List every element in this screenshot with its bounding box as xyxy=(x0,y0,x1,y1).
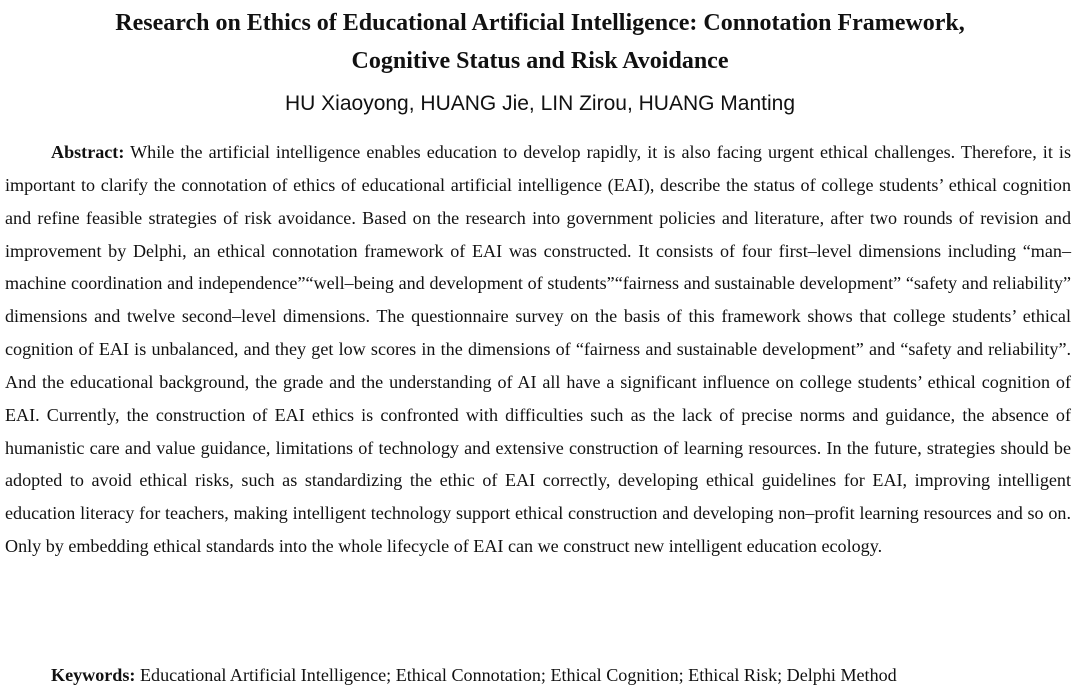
paper-title xyxy=(0,4,1080,80)
keywords-label: Keywords: xyxy=(51,665,136,685)
paper-title-line-2: Cognitive Status and Risk Avoidance xyxy=(351,48,729,74)
paper-title-line-1: Research on Ethics of Educational Artificial Intelligence: Connotation Framework, xyxy=(115,10,965,36)
keywords-text: Educational Artificial Intelligence; Ethical Connotation; Ethical Cognition; Ethical Risk; Delphi Method xyxy=(139,665,897,685)
keywords-line xyxy=(51,659,1076,691)
abstract-paragraph xyxy=(5,136,1071,563)
paper-authors: HU Xiaoyong, HUANG Jie, LIN Zirou, HUANG Manting xyxy=(285,92,795,115)
abstract-text: While the artificial intelligence enables education to develop rapidly, it is also facing urgent ethical challenges. Therefore, it is important to clarify the connotation of ethics of educational artificial intelligence (EAI), describe the status of college students’ ethical cognition and refine feasible strategies of risk avoidance. Based on the research into government policies and literature, after two rounds of revision and improvement by Delphi, an ethical connotation framework of EAI was constructed. It consists of four first–level dimensions including “man–machine coordination and independence”“well–being and development of students”“fairness and sustainable development” “safety and reliability” dimensions and twelve second–level dimensions. The questionnaire survey on the basis of this framework shows that college students’ ethical cognition of EAI is unbalanced, and they get low scores in the dimensions of “fairness and sustainable development” and “safety and reliability”. And the educational background, the grade and the understanding of AI all have a significant influence on college students’ ethical cognition of EAI. Currently, the construction of EAI ethics is confronted with difficulties such as the lack of precise norms and guidance, the absence of humanistic care and value guidance, limitations of technology and extensive construction of learning resources. In the future, strategies should be adopted to avoid ethical risks, such as standardizing the ethic of EAI correctly, developing ethical guidelines for EAI, improving intelligent education literacy for teachers, making intelligent technology support ethical construction and developing non–profit learning resources and so on. Only by embedding ethical standards into the whole lifecycle of EAI can we construct new intelligent education ecology. xyxy=(5,142,1072,557)
abstract-label: Abstract: xyxy=(51,142,125,162)
